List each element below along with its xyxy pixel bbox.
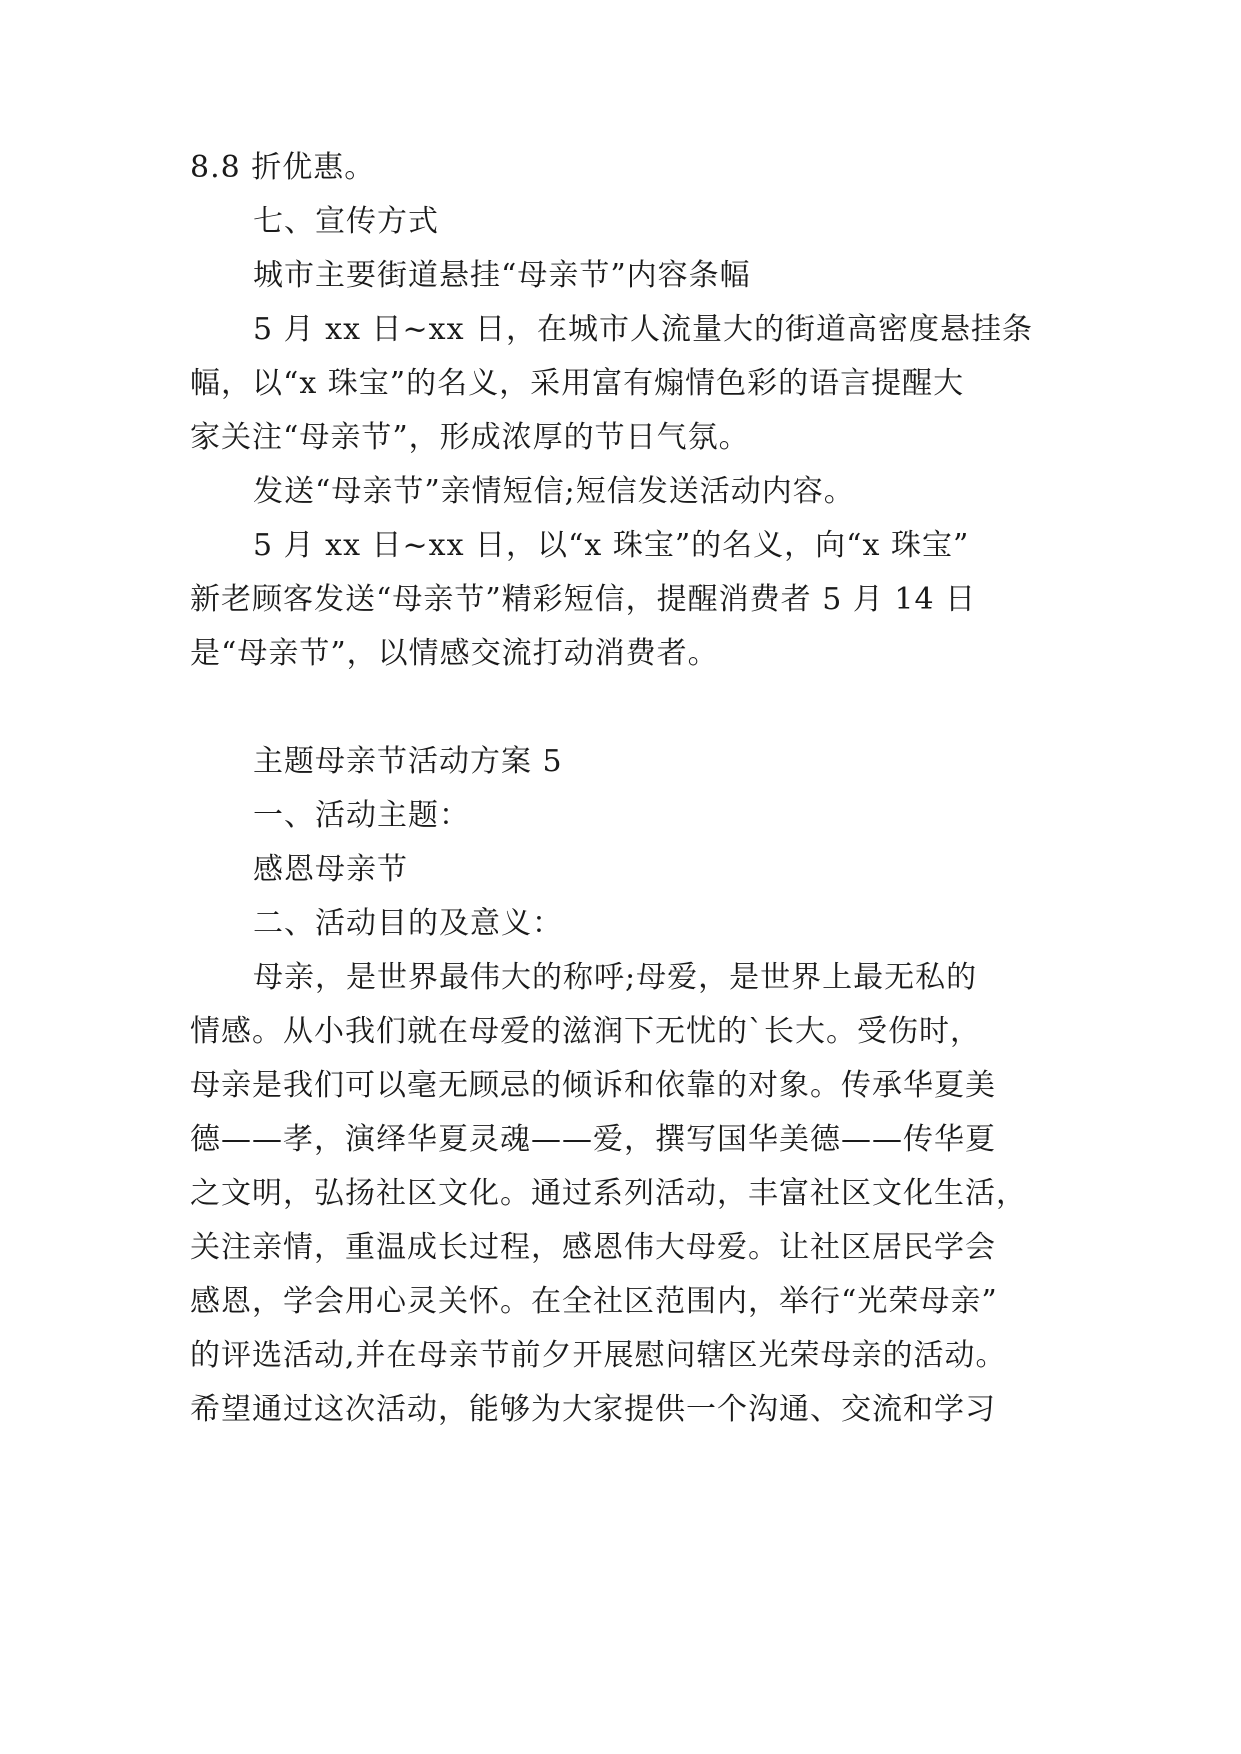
paragraph-line: 情感。从小我们就在母爱的滋润下无忧的`长大。受伤时，	[190, 1014, 981, 1049]
paragraph-line: 家关注“母亲节”，形成浓厚的节日气氛。	[190, 420, 750, 455]
paragraph-line: 城市主要街道悬挂“母亲节”内容条幅	[253, 258, 751, 293]
paragraph-line: 幅，以“x 珠宝”的名义，采用富有煽情色彩的语言提醒大	[190, 366, 965, 401]
paragraph-line: 之文明，弘扬社区文化。通过系列活动，丰富社区文化生活，	[190, 1176, 1027, 1211]
paragraph-line: 是“母亲节”，以情感交流打动消费者。	[190, 636, 719, 671]
section-heading-purpose: 二、活动目的及意义：	[253, 906, 563, 941]
paragraph-line: 感恩母亲节	[253, 852, 408, 887]
paragraph-line: 5 月 xx 日~xx 日，在城市人流量大的街道高密度悬挂条	[253, 312, 1034, 347]
paragraph-line: 新老顾客发送“母亲节”精彩短信，提醒消费者 5 月 14 日	[190, 582, 977, 617]
discount-line: 8.8 折优惠。	[190, 150, 376, 185]
paragraph-line: 关注亲情，重温成长过程，感恩伟大母爱。让社区居民学会	[190, 1230, 996, 1265]
paragraph-line: 发送“母亲节”亲情短信;短信发送活动内容。	[253, 474, 855, 509]
paragraph-line: 希望通过这次活动，能够为大家提供一个沟通、交流和学习	[190, 1392, 996, 1427]
plan-title: 主题母亲节活动方案 5	[253, 744, 563, 779]
paragraph-line: 母亲是我们可以毫无顾忌的倾诉和依靠的对象。传承华夏美	[190, 1068, 996, 1103]
section-heading-theme: 一、活动主题：	[253, 798, 470, 833]
paragraph-line: 德——孝，演绎华夏灵魂——爱，撰写国华美德——传华夏	[190, 1122, 996, 1157]
paragraph-line: 5 月 xx 日~xx 日，以“x 珠宝”的名义，向“x 珠宝”	[253, 528, 970, 563]
section-heading-publicity: 七、宣传方式	[253, 204, 439, 239]
paragraph-line: 的评选活动,并在母亲节前夕开展慰问辖区光荣母亲的活动。	[190, 1338, 1007, 1373]
paragraph-line: 母亲，是世界最伟大的称呼;母爱，是世界上最无私的	[253, 960, 978, 995]
paragraph-line: 感恩，学会用心灵关怀。在全社区范围内，举行“光荣母亲”	[190, 1284, 998, 1319]
